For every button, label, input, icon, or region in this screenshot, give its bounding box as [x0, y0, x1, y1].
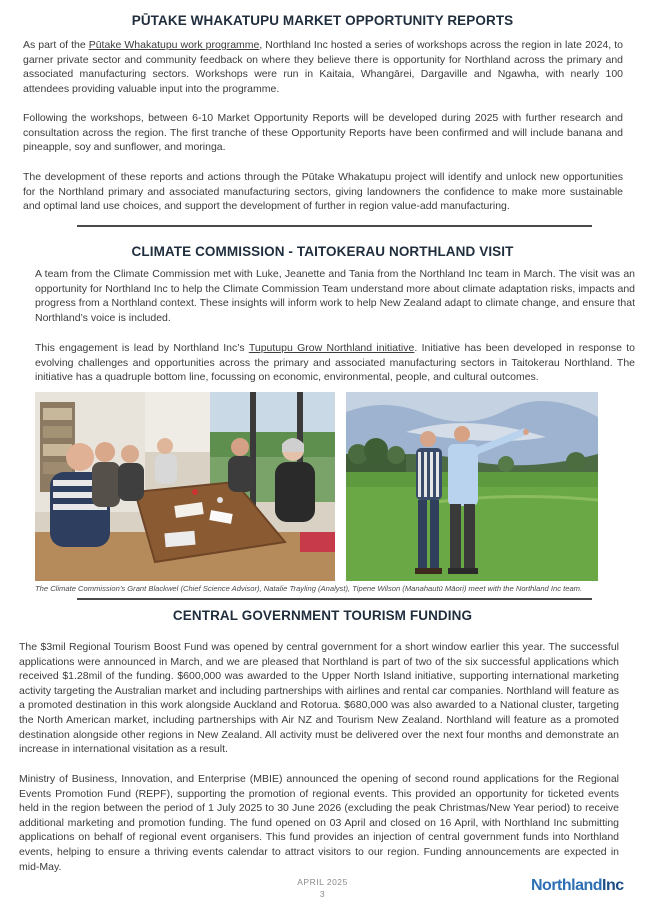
northland-inc-logo: NorthlandInc	[531, 877, 624, 894]
section-divider-2	[77, 598, 592, 600]
section-title-climate: CLIMATE COMMISSION - TAITOKERAU NORTHLAND VISIT	[131, 244, 514, 259]
putake-programme-link[interactable]: Pūtake Whakatupu work programme	[88, 39, 260, 51]
putake-paragraph-2: Following the workshops, between 6-10 Market Opportunity Reports will be developed during 2025 with further research and consultation across the region. The first tranche of these Opportunity Reports have been confirmed and will include banana and pineapple, soy and sunflower, and moringa.	[23, 112, 623, 154]
climate-paragraph-1: A team from the Climate Commission met with Luke, Jeanette and Tania from the Northland Inc team in March. The visit was an opportunity for Northland Inc to help the Climate Commission Team understand more about climate adaptation risks, impacts and progress from a Northland context. These insights will inform work to help New Zealand adapt to climate change, and ensure that Northland’s voice is included.	[35, 268, 635, 324]
tourism-paragraph-1: The $3mil Regional Tourism Boost Fund was opened by central government for a short window earlier this year. The successful applications were announced in March, and we are pleased that Northland is part of two of the six successful applications which received $1.28mil of the funding. $600,000 was awarded to the Upper North Island initiative, supporting international marketing activity targeting the Australian market and including partnerships with airlines and rental car companies. Northland will feature as a promoted destination in this work alongside Auckland and Rotorua. $680,000 was also awarded to a National cluster, targeting the North American market, including partnerships with Air NZ and Tourism New Zealand. Northland will feature as a promoted destination alongside other regions in New Zealand. All activity must be delivered over the next four months and demonstrate an increase in international visitation as a result.	[19, 641, 619, 756]
page-number: 3	[319, 889, 326, 899]
meeting-photo	[35, 392, 335, 581]
section-title-putake: PŪTAKE WHAKATUPU MARKET OPPORTUNITY REPORTS	[131, 13, 514, 28]
tuputupu-initiative-link[interactable]: Tuputupu Grow Northland initiative	[248, 342, 415, 354]
tourism-paragraph-2: Ministry of Business, Innovation, and Enterprise (MBIE) announced the opening of second round applications for the Regional Events Promotion Fund (REPF), supporting the promotion of regional events. This provided an opportunity for ticketed events held in the region between the period of 1 July 2025 to 30 June 2026 (excluding the peak Christmas/New Year period) to receive additional marketing and promotion funding. The fund opened on 03 April and closed on 16 April, with Northland Inc submitting applications on behalf of regional event organisers. This fund provides an injection of central government funds into Northland events, helping to ensure a thriving events calendar to attract visitors to our region. Funding announcements are expected in mid-May.	[19, 773, 619, 873]
section-divider-1	[77, 225, 592, 227]
footer-date: APRIL 2025	[297, 877, 348, 887]
putake-paragraph-3: The development of these reports and actions through the Pūtake Whakatupu project will identify and unlock new opportunities for the Northland primary and associated manufacturing sectors, giving landowners the confidence to make more sustainable and optimal land use choices, and support the development of further in region value-add manufacturing.	[23, 171, 623, 213]
photo-caption: The Climate Commission’s Grant Blackwel (Chief Science Advisor), Natalie Trayling (Analyst), Tipene Wilson (Manahautū Māori) meet with the Northland Inc team.	[35, 584, 583, 593]
putake-paragraph-1: As part of the Pūtake Whakatupu work programme, Northland Inc hosted a series of workshops across the region in late 2024, to garner private sector and community feedback on where they believe there is opportunity for Northland across the primary and associated manufacturing sectors. Workshops were run in Kaitaia, Whangārei, Dargaville and Ngawha, with nearly 100 attendees providing valuable input into the programme.	[23, 39, 623, 95]
section-title-tourism: CENTRAL GOVERNMENT TOURISM FUNDING	[172, 608, 473, 623]
climate-paragraph-2: This engagement is lead by Northland Inc’s Tuputupu Grow Northland initiative. Initiative has been developed in response to evolving challenges and opportunities across the primary and associated manufacturing sectors in Taitokerau Northland. The initiative has a quadruple bottom line, focussing on economic, environmental, people, and cultural outcomes.	[35, 342, 636, 384]
outdoor-visit-photo	[346, 392, 598, 581]
